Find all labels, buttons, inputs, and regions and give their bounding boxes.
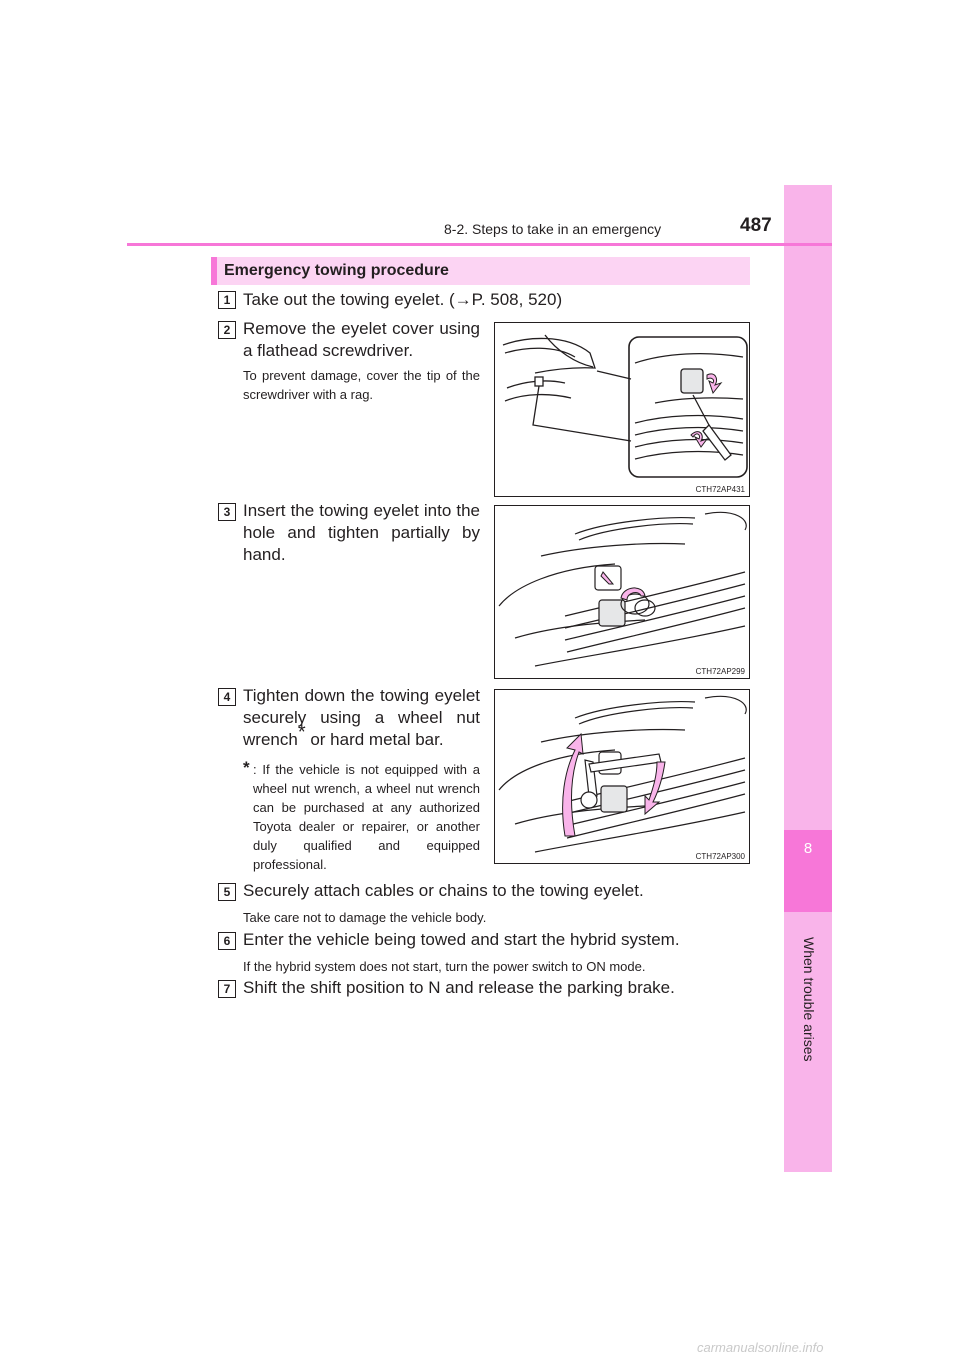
step-number-6: 6 <box>218 932 236 950</box>
step-4-asterisk: * <box>297 721 306 744</box>
step-4-footnote: : If the vehicle is not equipped with a wheel nut wrench, a wheel nut wrench can be purchased at any authorized Toyota dealer or repairer, or another duly qualified and equipped professional. <box>253 762 480 872</box>
step-number-5: 5 <box>218 883 236 901</box>
chapter-label-text: When trouble arises <box>801 937 817 1062</box>
step-6-text: Enter the vehicle being towed and start the hybrid system. <box>243 930 680 949</box>
step-2-note: To prevent damage, cover the tip of the screwdriver with a rag. <box>243 368 480 402</box>
step-4-text-after: or hard metal bar. <box>305 730 444 749</box>
page-number: 487 <box>740 215 772 236</box>
step-4-text-before: Tighten down the towing eyelet securely using a wheel nut wrench <box>243 686 480 749</box>
step-3-illustration <box>494 505 750 679</box>
step-4-image-code: CTH72AP300 <box>695 852 745 861</box>
procedure-title: Emergency towing procedure <box>224 262 449 279</box>
step-1-text: Take out the towing eyelet. (→P. 508, 520) <box>243 290 563 309</box>
step-number-1: 1 <box>218 291 236 309</box>
header-rule <box>127 243 832 246</box>
step-2-text: Remove the eyelet cover using a flathead screwdriver. <box>243 319 480 360</box>
step-6-note: If the hybrid system does not start, turn the power switch to ON mode. <box>243 959 646 974</box>
step-5-text: Securely attach cables or chains to the towing eyelet. <box>243 881 644 900</box>
insert-eyelet-drawing <box>495 506 750 679</box>
watermark: carmanualsonline.info <box>697 1340 824 1355</box>
step-7-text: Shift the shift position to N and release the parking brake. <box>243 978 675 997</box>
step-number-7: 7 <box>218 980 236 998</box>
step-number-3: 3 <box>218 503 236 521</box>
tighten-eyelet-drawing <box>495 690 750 864</box>
step-number-4: 4 <box>218 688 236 706</box>
step-3-text: Insert the towing eyelet into the hole and tighten partially by hand. <box>243 501 480 564</box>
step-number-2: 2 <box>218 321 236 339</box>
eyelet-cover-removal-drawing <box>495 323 750 497</box>
chapter-number: 8 <box>803 840 813 857</box>
step-4-footnote-mark: * <box>243 758 250 777</box>
section-title: 8-2. Steps to take in an emergency <box>444 221 662 237</box>
step-2-illustration <box>494 322 750 497</box>
step-5-note: Take care not to damage the vehicle body. <box>243 910 487 925</box>
chapter-number-tab <box>784 830 832 912</box>
step-4-text <box>243 685 480 751</box>
step-3-image-code: CTH72AP299 <box>695 667 745 676</box>
step-4-illustration <box>494 689 750 864</box>
step-2-image-code: CTH72AP431 <box>695 485 745 494</box>
chapter-label <box>801 937 817 1062</box>
